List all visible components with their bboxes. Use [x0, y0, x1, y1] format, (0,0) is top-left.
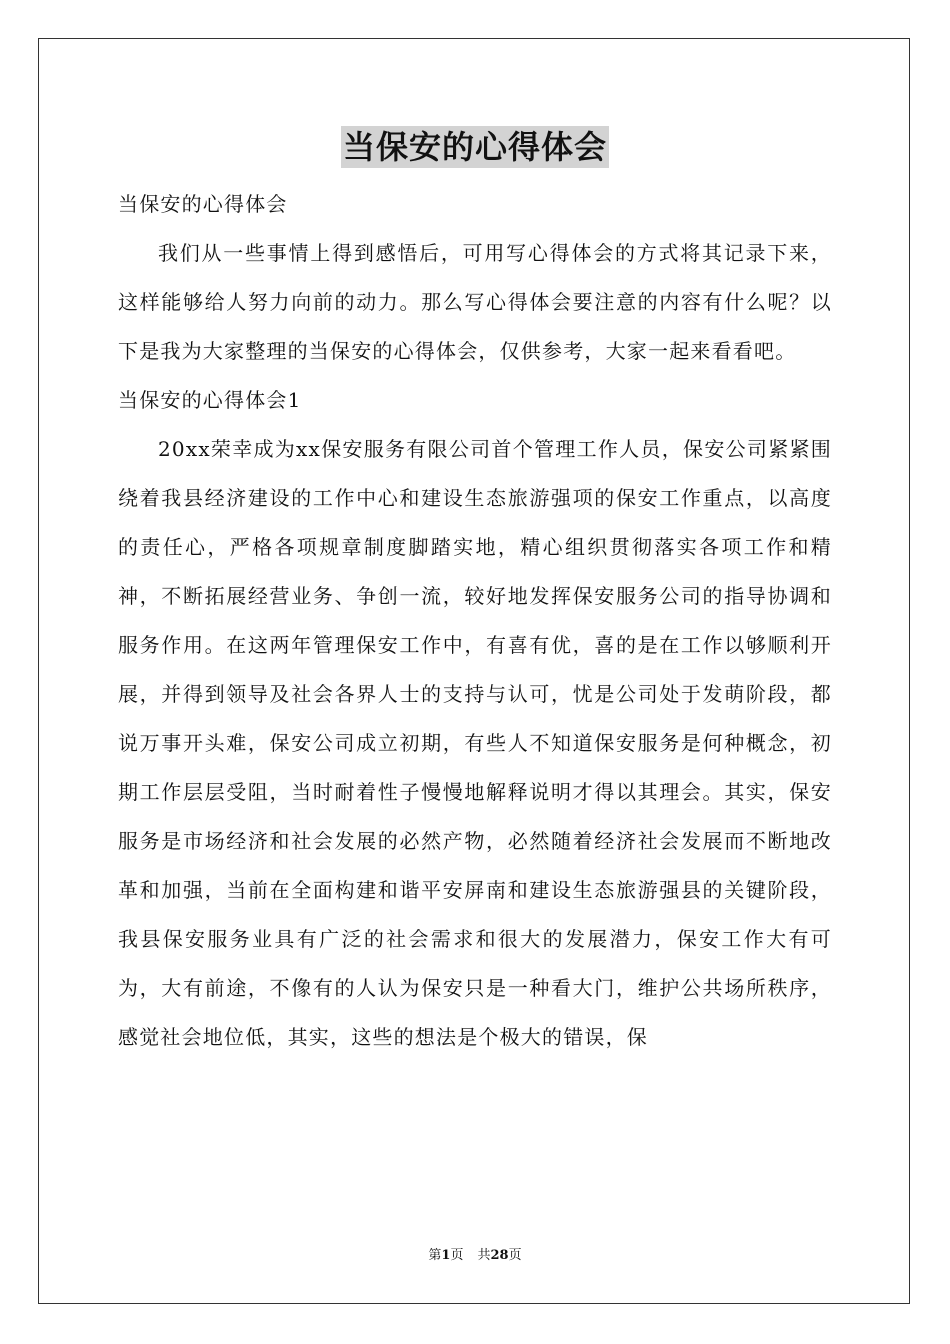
page-footer: [0, 1247, 950, 1265]
title-container: [0, 126, 950, 168]
page-prefix: 第: [428, 1248, 442, 1263]
document-title: 当保安的心得体会: [342, 128, 607, 166]
total-suffix: 页: [508, 1248, 522, 1263]
section-heading: 当保安的心得体会1: [118, 388, 302, 412]
subtitle-line: 当保安的心得体会: [118, 192, 288, 216]
total-pages: 28: [490, 1248, 509, 1263]
page-number: 1: [441, 1248, 451, 1263]
document-body: [118, 180, 832, 1062]
intro-paragraph: 我们从一些事情上得到感悟后，可用写心得体会的方式将其记录下来，这样能够给人努力向前的动力。那么写心得体会要注意的内容有什么呢？以下是我为大家整理的当保安的心得体会，仅供参考，大家一起来看看吧。: [118, 241, 832, 363]
page-suffix: 页: [450, 1248, 464, 1263]
total-prefix: 共: [477, 1248, 491, 1263]
section-paragraph: 20xx荣幸成为xx保安服务有限公司首个管理工作人员，保安公司紧紧围绕着我县经济建设的工作中心和建设生态旅游强项的保安工作重点，以高度的责任心，严格各项规章制度脚踏实地，精心组织贯彻落实各项工作和精神，不断拓展经营业务、争创一流，较好地发挥保安服务公司的指导协调和服务作用。在这两年管理保安工作中，有喜有优，喜的是在工作以够顺利开展，并得到领导及社会各界人士的支持与认可，忧是公司处于发萌阶段，都说万事开头难，保安公司成立初期，有些人不知道保安服务是何种概念，初期工作层层受阻，当时耐着性子慢慢地解释说明才得以其理会。其实，保安服务是市场经济和社会发展的必然产物，必然随着经济社会发展而不断地改革和加强，当前在全面构建和谐平安屏南和建设生态旅游强县的关键阶段，我县保安服务业具有广泛的社会需求和很大的发展潜力，保安工作大有可为，大有前途，不像有的人认为保安只是一种看大门，维护公共场所秩序，感觉社会地位低，其实，这些的想法是个极大的错误，保: [118, 437, 832, 1049]
